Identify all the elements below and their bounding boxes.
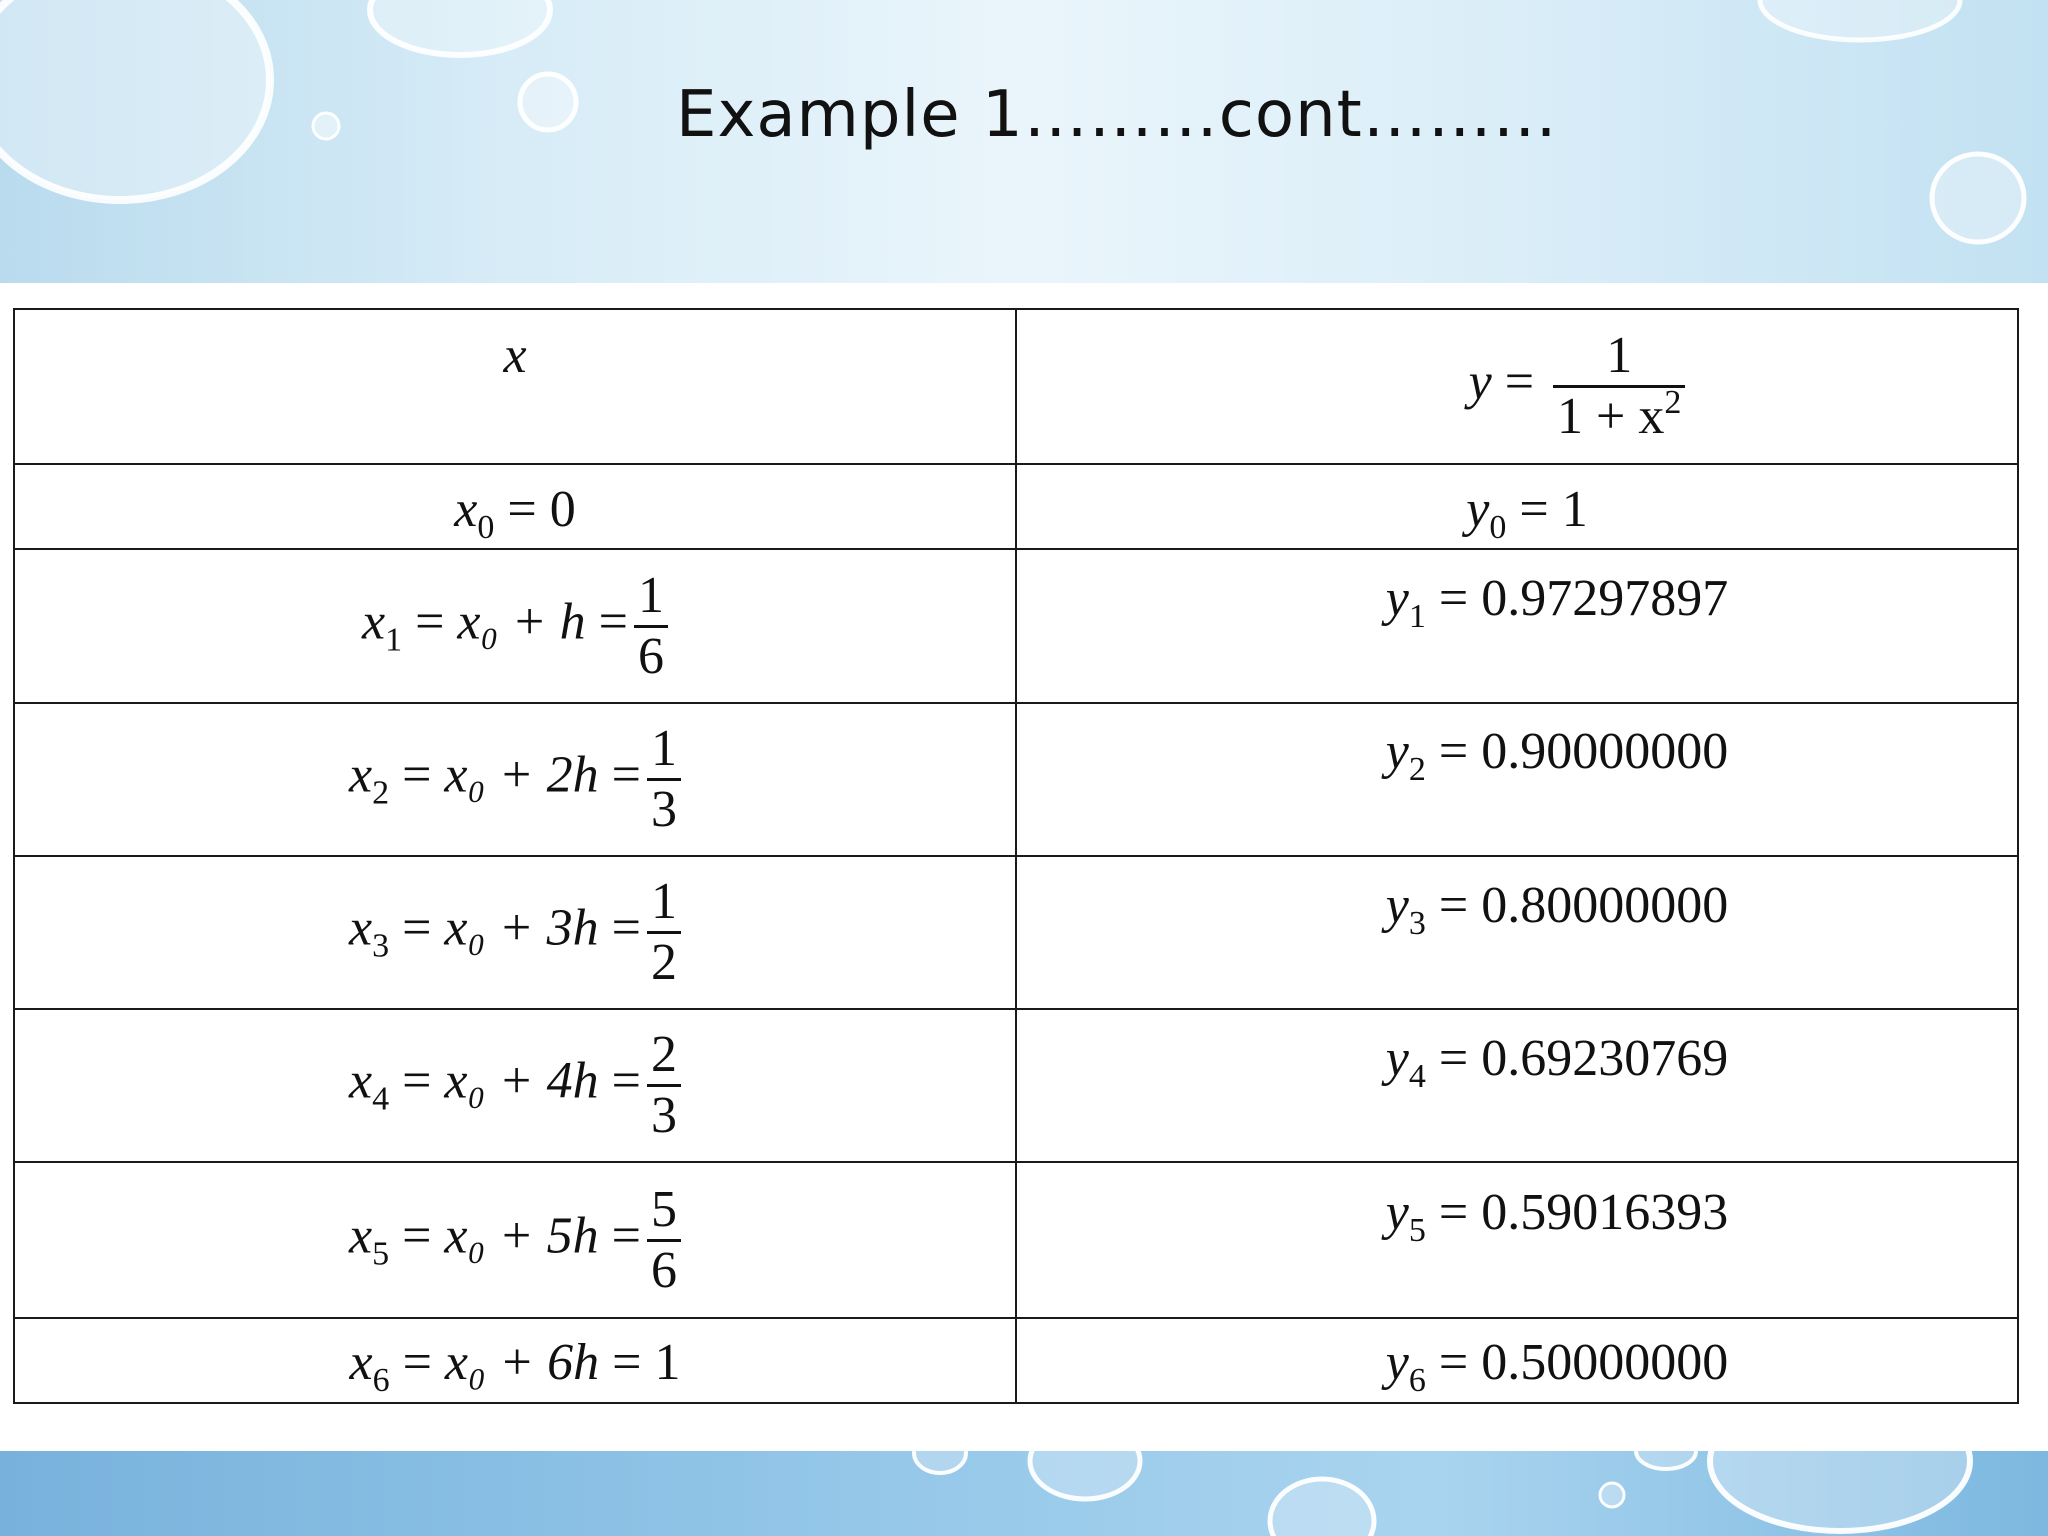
water-drop-decoration-top-right	[1750, 0, 1970, 50]
header-y-exponent: 2	[1664, 384, 1682, 422]
header-y-label: y	[1468, 353, 1492, 411]
x-expression: x₀ + 6h	[444, 1334, 600, 1392]
header-x-label: x	[503, 326, 527, 384]
table-row	[14, 1009, 2018, 1162]
x-var: x	[362, 592, 386, 650]
y-var: y	[1385, 723, 1409, 781]
y-value: 0.97297897	[1481, 570, 1729, 628]
y-var: y	[1385, 1184, 1409, 1242]
table-row	[14, 549, 2018, 702]
x-sub: 4	[372, 1080, 390, 1118]
x-sub: 2	[372, 774, 390, 812]
water-drop-decoration-large-left	[0, 0, 300, 220]
y-sub: 0	[1489, 508, 1507, 546]
x-cell: $x_3 = x_0 + 3h$ = $\frac{1}{2}$	[14, 856, 1016, 1009]
x-var: x	[454, 480, 478, 538]
x-var: x	[349, 1207, 373, 1265]
x-expression: x₀ + 4h	[444, 1052, 599, 1110]
y-value: 0.59016393	[1481, 1184, 1729, 1242]
table-row	[14, 1162, 2018, 1317]
x-numerator: 1	[651, 873, 677, 931]
x-expression: x₀ + 5h	[444, 1207, 599, 1265]
x-sub: 5	[372, 1235, 390, 1273]
header-y-numerator: 1	[1606, 327, 1633, 385]
water-drop-decoration-bottom-3	[1260, 1463, 1390, 1536]
y-value: 0.50000000	[1481, 1334, 1729, 1392]
y-sub: 3	[1408, 904, 1426, 942]
y-sub: 1	[1408, 598, 1426, 636]
x-var: x	[349, 1334, 373, 1392]
y-sub: 2	[1408, 751, 1426, 789]
y-sub: 5	[1408, 1212, 1426, 1250]
table-row	[14, 464, 2018, 549]
x-var: x	[349, 746, 373, 804]
x-var: x	[349, 1052, 373, 1110]
x-expression: x₀ + 3h	[444, 899, 599, 957]
x-cell: $x_2 = x_0 + 2h$ = $\frac{1}{3}$	[14, 703, 1016, 856]
water-drop-decoration-tiny	[308, 108, 348, 148]
x-denominator: 3	[651, 780, 677, 838]
x-numerator: 2	[651, 1026, 677, 1084]
y-var: y	[1385, 1334, 1409, 1392]
x-cell: $x_0 = 0$	[14, 464, 1016, 549]
y-cell: $y_0 = 1$	[1016, 464, 2018, 549]
water-drop-decoration-small	[512, 66, 592, 146]
y-cell: $y_1 = 0.97297897$	[1016, 549, 2018, 702]
water-drop-decoration-bottom-6	[1690, 1451, 1990, 1536]
y-cell: $y_4 = 0.69230769$	[1016, 1009, 2018, 1162]
x-sub: 0	[477, 508, 495, 546]
y-sub: 4	[1408, 1057, 1426, 1095]
x-denominator: 2	[651, 934, 677, 992]
water-drop-decoration-top	[360, 0, 560, 70]
data-table	[13, 308, 2019, 1404]
y-cell: $y_3 = 0.80000000$	[1016, 856, 2018, 1009]
y-cell: $y_5 = 0.59016393$	[1016, 1162, 2018, 1317]
x-cell: $x_5 = x_0 + 5h$ = $\frac{5}{6}$	[14, 1162, 1016, 1317]
header-x	[14, 309, 1016, 464]
x-expression: x₀ + h	[457, 592, 586, 650]
x-value: 1	[654, 1334, 681, 1392]
y-value: 1	[1561, 480, 1588, 538]
y-var: y	[1385, 1029, 1409, 1087]
water-drop-decoration-bottom-1	[910, 1451, 980, 1491]
y-cell: $y_6 = 0.50000000$	[1016, 1318, 2018, 1403]
slide-title: Example 1………cont………	[676, 78, 1558, 152]
y-value: 0.69230769	[1481, 1029, 1729, 1087]
y-value: 0.80000000	[1481, 876, 1729, 934]
x-cell: $x_1 = x_0 + h$ = $\frac{1}{6}$	[14, 549, 1016, 702]
x-numerator: 5	[651, 1180, 677, 1238]
table-row	[14, 703, 2018, 856]
table-row	[14, 1318, 2018, 1403]
water-drop-decoration-bottom-4	[1590, 1473, 1650, 1533]
water-drop-decoration-right	[1920, 146, 2040, 256]
y-var: y	[1385, 570, 1409, 628]
y-sub: 6	[1408, 1362, 1426, 1400]
x-denominator: 3	[651, 1087, 677, 1145]
x-cell: $x_6 = x_0 + 6h = 1$	[14, 1318, 1016, 1403]
y-cell: $y_2 = 0.90000000$	[1016, 703, 2018, 856]
footer-background	[0, 1451, 2048, 1536]
x-sub: 3	[372, 927, 390, 965]
x-var: x	[349, 899, 373, 957]
x-cell: $x_4 = x_0 + 4h$ = $\frac{2}{3}$	[14, 1009, 1016, 1162]
water-drop-decoration-bottom-2	[1020, 1451, 1160, 1511]
x-numerator: 1	[638, 566, 664, 624]
x-sub: 6	[372, 1362, 390, 1400]
x-expression: x₀ + 2h	[444, 746, 599, 804]
header-y: y = $\frac{1}{1 + x^2}$	[1016, 309, 2018, 464]
x-denominator: 6	[638, 627, 664, 685]
y-var: y	[1385, 876, 1409, 934]
y-var: y	[1466, 480, 1490, 538]
table-header-row	[14, 309, 2018, 464]
x-sub: 1	[385, 620, 403, 658]
x-denominator: 6	[651, 1241, 677, 1299]
header-y-denominator: 1 + x	[1557, 388, 1665, 446]
x-value: 0	[549, 480, 576, 538]
y-value: 0.90000000	[1481, 723, 1729, 781]
table-row	[14, 856, 2018, 1009]
x-numerator: 1	[651, 719, 677, 777]
